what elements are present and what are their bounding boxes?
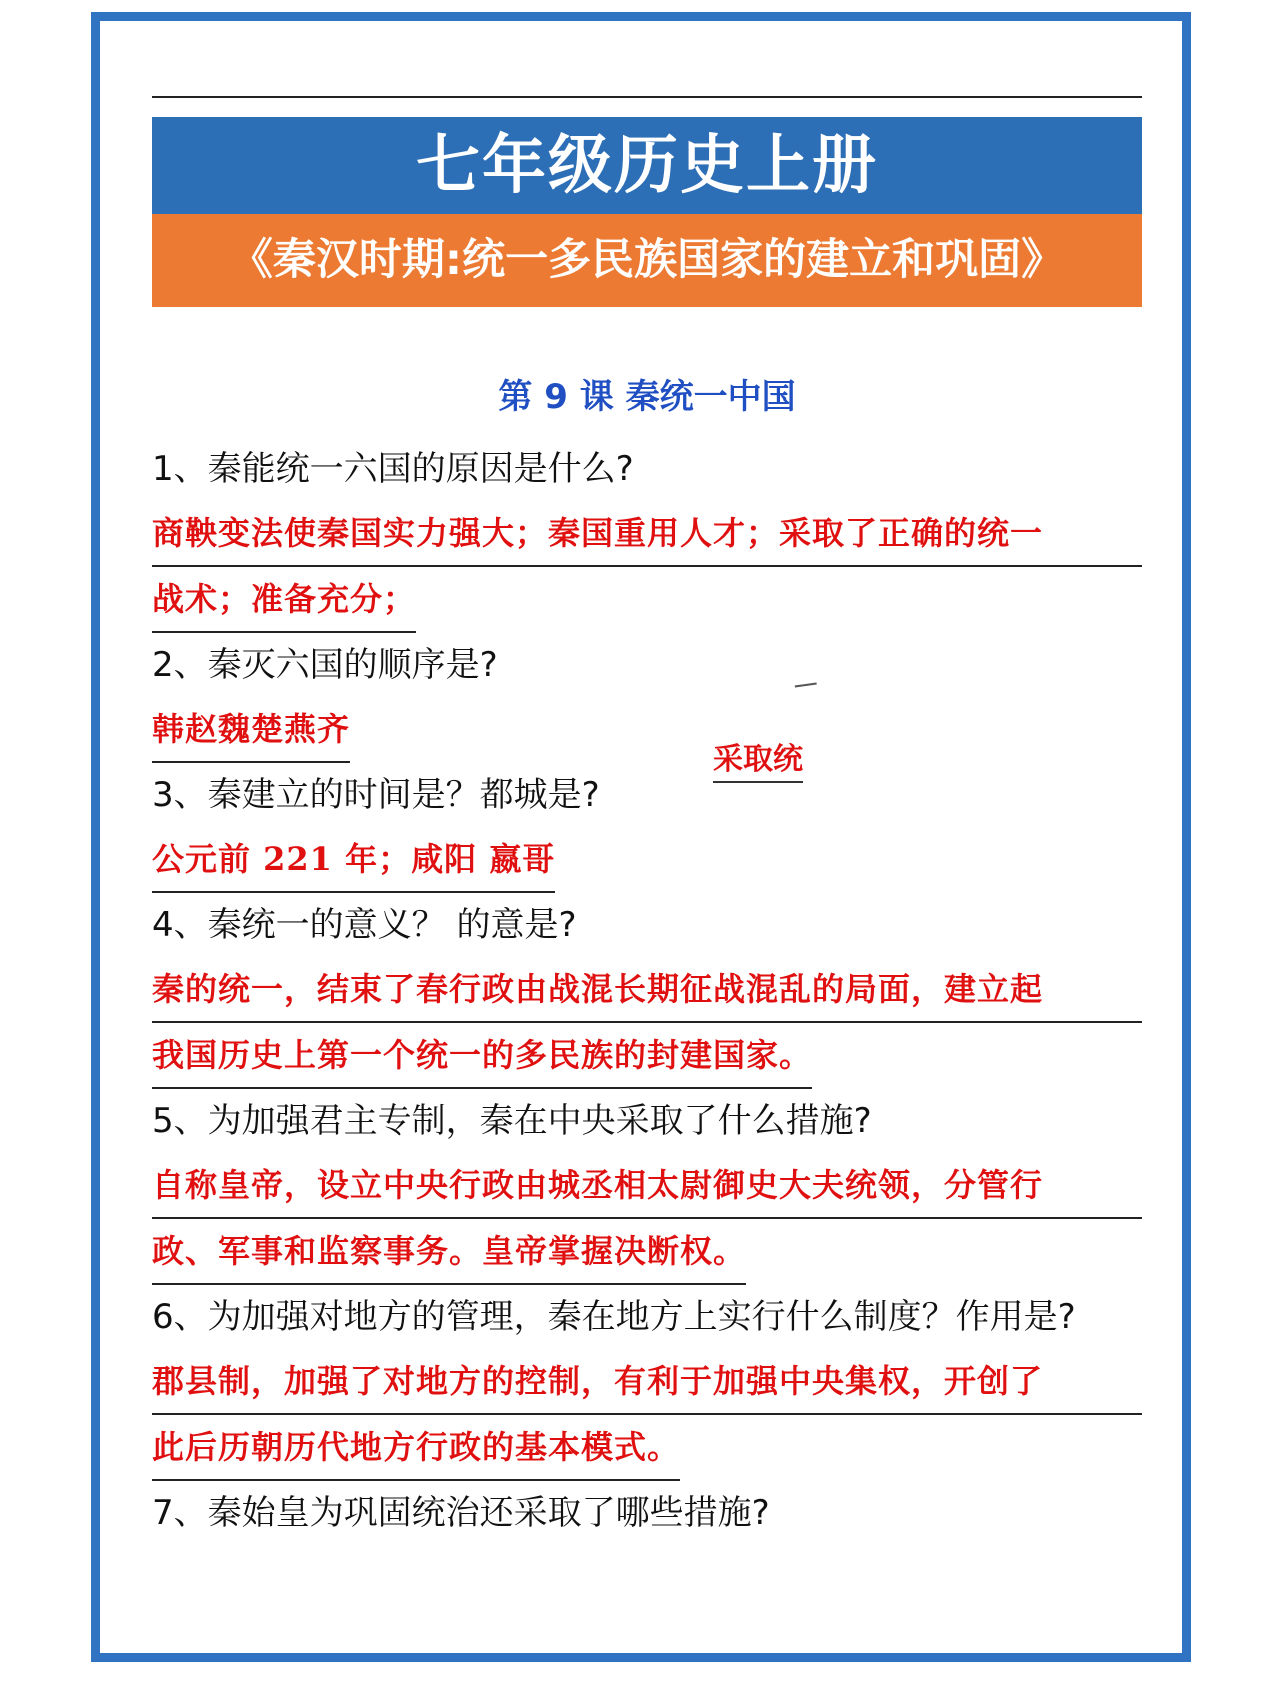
answer-6-line-2: 此后历朝历代地方行政的基本模式。 <box>152 1415 680 1481</box>
title-banner <box>152 117 1142 214</box>
answer-2-line-1: 韩赵魏楚燕齐 <box>152 697 350 763</box>
page-subtitle: 《秦汉时期:统一多民族国家的建立和巩固》 <box>229 235 1065 285</box>
answer-4-line-2: 我国历史上第一个统一的多民族的封建国家。 <box>152 1023 812 1089</box>
question-1: 1、秦能统一六国的原因是什么? <box>152 449 634 489</box>
answer-1 <box>152 501 1142 633</box>
answer-1-line-1: 商鞅变法使秦国实力强大；秦国重用人才；采取了正确的统一 <box>152 501 1142 567</box>
answer-5-line-2: 政、军事和监察事务。皇帝掌握决断权。 <box>152 1219 746 1285</box>
page-title: 七年级历史上册 <box>416 128 878 203</box>
answer-4 <box>152 957 1142 1089</box>
answer-6 <box>152 1349 1142 1481</box>
lesson-heading: 第 9 课 秦统一中国 <box>498 377 796 417</box>
answer-5 <box>152 1153 1142 1285</box>
answer-1-line-2: 战术；准备充分； <box>152 567 416 633</box>
answer-6-line-1: 郡县制，加强了对地方的控制，有利于加强中央集权，开创了 <box>152 1349 1142 1415</box>
answer-2 <box>152 697 1142 763</box>
question-5: 5、为加强君主专制，秦在中央采取了什么措施? <box>152 1101 872 1141</box>
question-3: 3、秦建立的时间是？都城是? <box>152 775 600 815</box>
handwritten-note: 采取统 <box>713 745 803 783</box>
answer-3 <box>152 827 1142 893</box>
subtitle-banner <box>152 214 1142 307</box>
top-divider <box>152 96 1142 98</box>
question-2: 2、秦灭六国的顺序是? <box>152 645 498 685</box>
qa-content <box>152 437 1142 1545</box>
question-4: 4、秦统一的意义？ 的意是? <box>152 905 577 945</box>
answer-3-line-1: 公元前 221 年；咸阳 嬴哥 <box>152 827 555 893</box>
question-7: 7、秦始皇为巩固统治还采取了哪些措施? <box>152 1493 770 1533</box>
answer-5-line-1: 自称皇帝，设立中央行政由城丞相太尉御史大夫统领，分管行 <box>152 1153 1142 1219</box>
answer-4-line-1: 秦的统一，结束了春行政由战混长期征战混乱的局面，建立起 <box>152 957 1142 1023</box>
question-6: 6、为加强对地方的管理，秦在地方上实行什么制度？作用是? <box>152 1297 1076 1337</box>
